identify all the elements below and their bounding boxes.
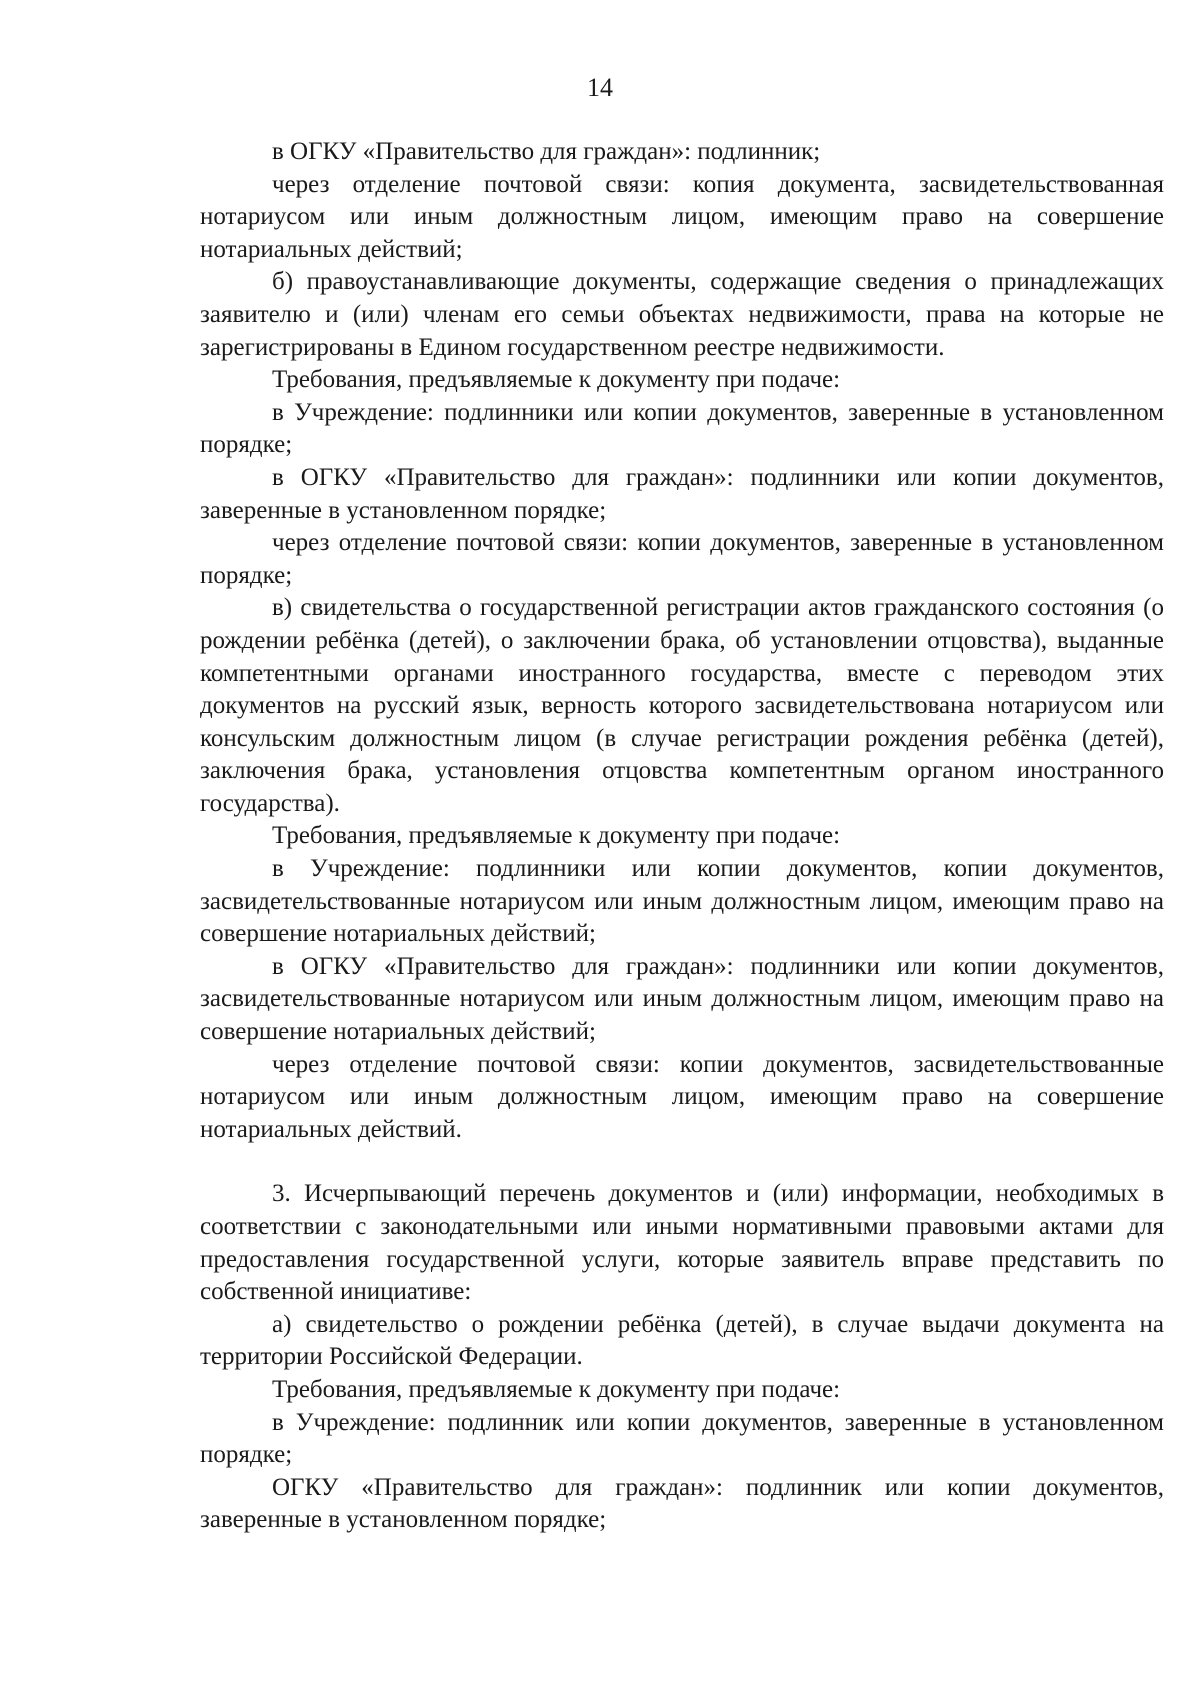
paragraph: б) правоустанавливающие документы, содержащие сведения о принадлежащих заявителю и (или) членам его семьи объектах недвижимости, права на которые не зарегистрированы в Едином государственном реестре недвижимости. [200,268,1164,361]
page-number: 14 [587,73,613,102]
paragraph: в ОГКУ «Правительство для граждан»: подлинники или копии документов, засвидетельствованные нотариусом или иным должностным лицом, имеющим право на совершение нотариальных действий; [200,952,1164,1046]
paragraph: Требования, предъявляемые к документу при подаче: [272,822,841,850]
paragraph: Требования, предъявляемые к документу при подаче: [272,1375,841,1403]
paragraph: а) свидетельство о рождении ребёнка (детей), в случае выдачи документа на территории Российской Федерации. [200,1310,1164,1371]
paragraph: в ОГКУ «Правительство для граждан»: подлинники или копии документов, заверенные в установленном порядке; [200,463,1164,524]
paragraph: через отделение почтовой связи: копии документов, заверенные в установленном порядке; [200,529,1164,589]
paragraph: через отделение почтовой связи: копия документа, засвидетельствованная нотариусом или иным должностным лицом, имеющим право на совершение нотариальных действий; [200,170,1164,263]
paragraph: в ОГКУ «Правительство для граждан»: подлинник; [272,138,821,165]
paragraph: ОГКУ «Правительство для граждан»: подлинник или копии документов, заверенные в установленном порядке; [200,1473,1164,1534]
document-body [200,136,1164,1537]
paragraph: Требования, предъявляемые к документу при подаче: [272,366,841,394]
paragraph: в Учреждение: подлинники или копии документов, копии документов, засвидетельствованные нотариусом или иным должностным лицом, имеющим право на совершение нотариальных действий; [200,855,1164,948]
paragraph: в) свидетельства о государственной регистрации актов гражданского состояния (о рождении ребёнка (детей), о заключении брака, об установлении отцовства), выданные компетентными органами иностранного государства, вместе с переводом этих документов на русский язык, верность которого засвидетельствована нотариусом или консульским должностным лицом (в случае регистрации рождения ребёнка (детей), заключения брака, установления отцовства компетентным органом иностранного государства). [200,594,1164,817]
paragraph: в Учреждение: подлинники или копии документов, заверенные в установленном порядке; [200,398,1164,459]
section-heading-paragraph: 3. Исчерпывающий перечень документов и (или) информации, необходимых в соответствии с законодательными или иными нормативными правовыми актами для предоставления государственной услуги, которые заявитель вправе представить по собственной инициативе: [200,1180,1164,1306]
paragraph: в Учреждение: подлинник или копии документов, заверенные в установленном порядке; [200,1408,1164,1469]
paragraph: через отделение почтовой связи: копии документов, засвидетельствованные нотариусом или иным должностным лицом, имеющим право на совершение нотариальных действий. [200,1050,1164,1143]
section-gap [200,1146,1164,1178]
